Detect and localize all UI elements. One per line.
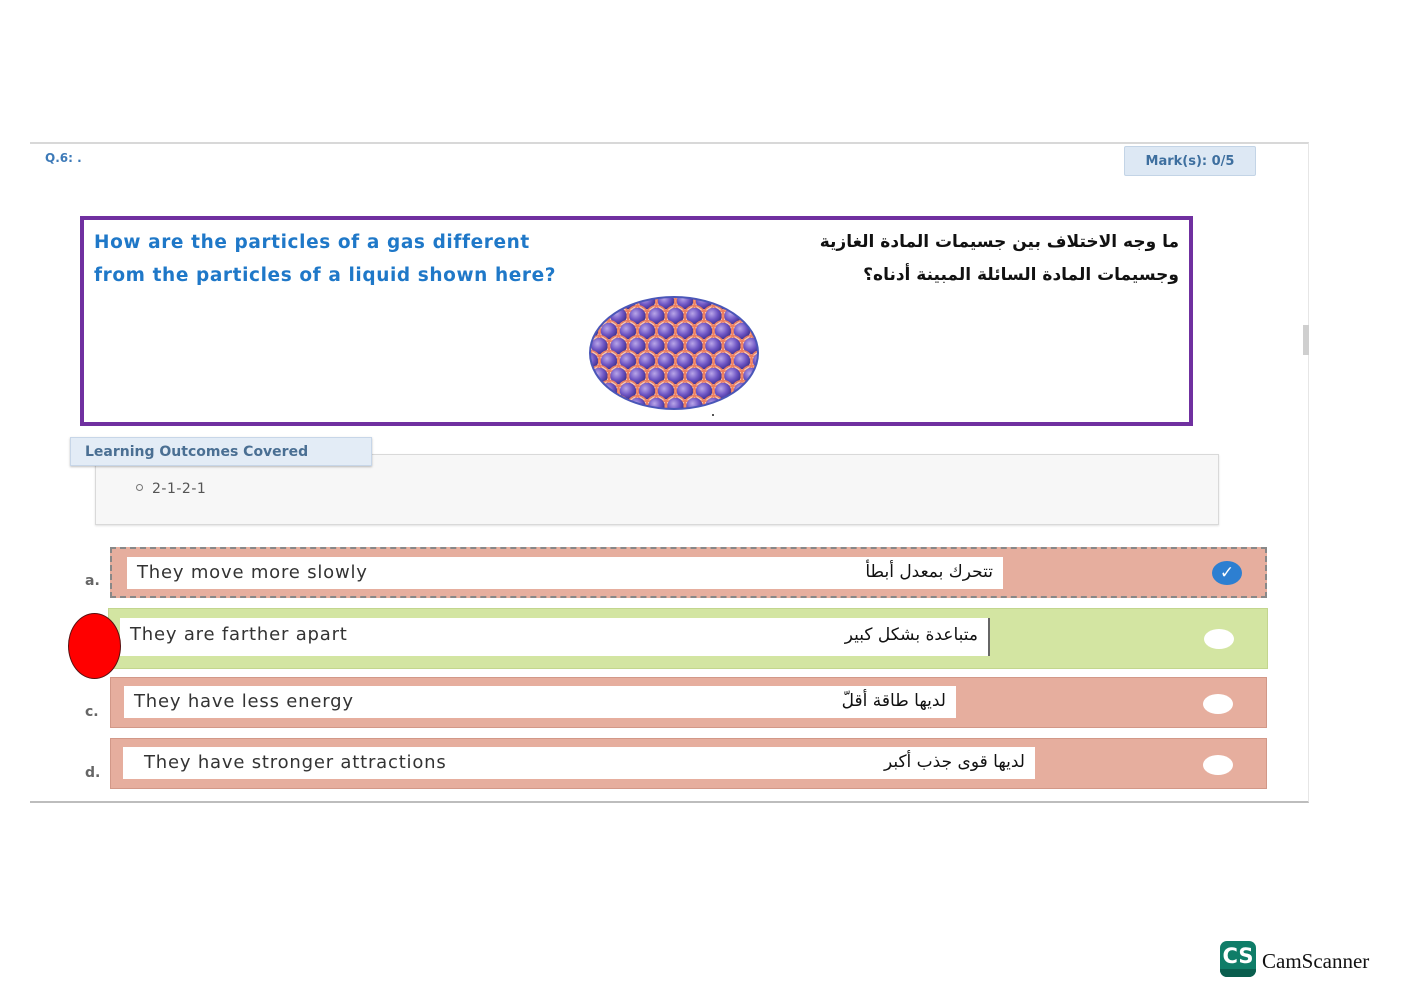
question-ar-line-2: وجسيمات المادة السائلة المبينة أدناه؟ (863, 265, 1179, 285)
particle (724, 398, 740, 411)
option-a-label (127, 557, 1003, 589)
particle (591, 398, 607, 411)
question-box (80, 216, 1193, 426)
particle (588, 368, 589, 384)
particle (743, 308, 759, 324)
particle (588, 398, 589, 411)
particle (588, 308, 589, 324)
particle-halo (732, 295, 753, 311)
option-c-text-ar: لديها طاقة أقلّ (841, 691, 946, 711)
particle-halo (627, 295, 648, 296)
particle (753, 383, 760, 399)
option-d-label (123, 747, 1035, 779)
particle (601, 383, 617, 399)
marks-badge: Mark(s): 0/5 (1124, 146, 1256, 176)
radio-icon[interactable] (1204, 629, 1234, 649)
particle-halo (751, 381, 760, 402)
question-number: Q.6: . (45, 151, 82, 165)
particle-halo (751, 295, 760, 311)
camscanner-logo: CS (1220, 941, 1256, 977)
particle-halo (741, 396, 760, 411)
question-text-en (94, 226, 694, 292)
radio-icon[interactable] (1203, 694, 1233, 714)
option-c-letter: c. (85, 704, 99, 720)
particle-halo (588, 366, 591, 387)
option-b-text-ar: متباعدة بشكل كبير (844, 625, 978, 645)
particle-halo (588, 295, 600, 311)
option-c-label (124, 686, 956, 718)
particle-halo (703, 295, 724, 296)
particle-halo (589, 295, 610, 296)
question-en-line-2: from the particles of a liquid shown here? (94, 265, 557, 286)
particle (610, 398, 626, 411)
particle (588, 338, 589, 354)
radio-icon[interactable] (1203, 755, 1233, 775)
particle (588, 383, 598, 399)
option-d[interactable] (110, 738, 1267, 789)
option-c-text-en: They have less energy (134, 691, 354, 712)
particle-halo (588, 396, 591, 411)
particle-halo (599, 295, 620, 311)
particle (743, 398, 759, 411)
learning-outcome-item (136, 481, 206, 497)
learning-outcome-code: 2-1-2-1 (152, 481, 207, 497)
option-c[interactable] (110, 677, 1267, 728)
question-en-line-1: How are the particles of a gas different (94, 232, 530, 253)
option-d-text-ar: لديها قوى جذب أكبر (883, 752, 1025, 772)
option-b-label (120, 618, 990, 656)
option-a[interactable] (110, 547, 1267, 598)
option-a-text-en: They move more slowly (137, 562, 368, 583)
particle-halo (741, 295, 760, 296)
red-annotation-mark (68, 613, 121, 679)
scrollbar-thumb[interactable] (1303, 325, 1309, 355)
option-a-text-ar: تتحرك بمعدل أبطأ (865, 562, 993, 582)
question-ar-line-1: ما وجه الاختلاف بين جسيمات المادة الغازية (819, 232, 1179, 252)
particle (753, 295, 760, 309)
particle-diagram (588, 295, 760, 411)
particle-halo (589, 396, 610, 411)
option-b[interactable] (108, 608, 1268, 669)
option-d-letter: d. (85, 765, 101, 781)
option-b-text-en: They are farther apart (130, 624, 348, 645)
option-a-letter: a. (85, 573, 100, 589)
camscanner-text: CamScanner (1262, 949, 1370, 973)
image-dot (712, 414, 714, 416)
particle-halo (608, 295, 629, 296)
particle (601, 295, 617, 309)
particle-halo (684, 295, 705, 296)
particle-halo (722, 295, 743, 296)
particle-halo (646, 295, 667, 296)
particle-halo (588, 306, 591, 327)
check-circle-icon[interactable]: ✓ (1212, 561, 1242, 585)
particle-halo (588, 381, 600, 402)
option-d-text-en: They have stronger attractions (144, 752, 447, 773)
learning-outcomes-tab[interactable]: Learning Outcomes Covered (70, 437, 372, 466)
particle-halo (588, 295, 591, 296)
bullet-icon (136, 484, 143, 491)
particle (734, 295, 750, 309)
particle (588, 295, 598, 309)
question-text-ar (679, 226, 1179, 292)
